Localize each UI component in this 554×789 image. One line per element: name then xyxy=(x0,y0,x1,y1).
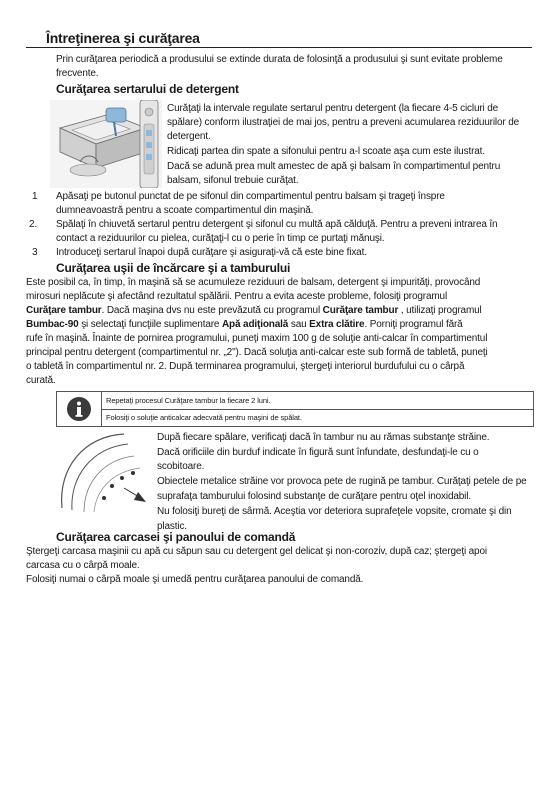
drum-text-2: Dacă orificiile din burduf indicate în figură sunt înfundate, desfundaţi-le cu o xyxy=(157,447,479,458)
casing-text-1: Ştergeţi carcasa maşinii cu apă cu săpun sau cu detergent gel delicat şi non-coroziv, după caz; ştergeţi apoi xyxy=(26,546,487,557)
detergent-text-6: balsam, sifonul trebuie curăţat. xyxy=(167,175,299,186)
door-gasket-illustration xyxy=(54,428,150,514)
door-text-2: mirosuri neplăcute şi afectând rezultatul spălării. Pentru a evita aceste probleme, folosiţi programul xyxy=(26,291,448,302)
detergent-text-2: spălare) conform ilustraţiei de mai jos, pentru a preveni acumularea reziduurilor de xyxy=(167,117,520,128)
info-note-2: Folosiţi o soluţie anticalcar adecvată pentru maşini de spălat. xyxy=(106,413,302,422)
title-underline xyxy=(26,47,532,48)
intro-line-1: Prin curăţarea periodică a produsului se extinde durata de folosinţă a produsului şi sunt evitate probleme xyxy=(56,54,503,65)
info-note-1: Repetaţi procesul Curăţare tambur la fiecare 2 luni. xyxy=(106,396,271,405)
info-icon xyxy=(66,396,92,422)
drum-text-5: suprafaţa tamburului folosind substanţe de curăţare pentru oţel inoxidabil. xyxy=(157,491,471,502)
step-number-1: 1 xyxy=(32,191,38,202)
detergent-heading: Curăţarea sertarului de detergent xyxy=(56,82,239,96)
door-text-1: Este posibil ca, în timp, în maşină să se acumuleze reziduuri de balsam, detergent şi impurităţi, provocând xyxy=(26,277,481,288)
step-2-line-2: contact a reziduurilor cu pielea, curăţaţi-l cu o perie în timp ce purtaţi mănuşi. xyxy=(56,233,385,244)
door-text-8: curată. xyxy=(26,375,56,386)
drum-text-1: După fiecare spălare, verificaţi dacă în tambur nu au rămas substanţe străine. xyxy=(157,432,490,443)
info-note-box xyxy=(56,391,534,427)
drum-text-4: Obiectele metalice străine vor provoca pete de rugină pe tambur. Curăţaţi petele de pe xyxy=(157,476,527,487)
detergent-text-4: Ridicaţi partea din spate a sifonului pentru a-l scoate aşa cum este ilustrat. xyxy=(167,146,485,157)
section-title: Întreţinerea şi curăţarea xyxy=(46,30,200,46)
door-text-7: o tabletă în compartimentul nr. 2. După terminarea programului, ştergeţi interiorul burdufului cu o cârpă xyxy=(26,361,465,372)
step-1-line-1: Apăsaţi pe butonul punctat de pe sifonul din compartimentul pentru balsam şi trageţi înspre xyxy=(56,191,445,202)
door-text-6: principal pentru detergent (compartimentul nr. „2"). Dacă soluţia anti-calcar este sub formă de tabletă, puneţi xyxy=(26,347,488,358)
door-heading: Curăţarea uşii de încărcare şi a tamburului xyxy=(56,261,291,275)
door-text-5: rufe în maşină. Înainte de pornirea programului, puneţi maxim 100 g de soluţie anti-calcar în compartimentul xyxy=(26,333,488,344)
step-number-3: 3 xyxy=(32,247,38,258)
casing-heading: Curăţarea carcasei şi panoului de comandă xyxy=(56,530,296,544)
drum-text-7: plastic. xyxy=(157,521,187,532)
detergent-text-5: Dacă se adună prea mult amestec de apă şi balsam în compartimentul pentru xyxy=(167,161,501,172)
step-2-line-1: Spălaţi în chiuvetă sertarul pentru detergent şi sifonul cu multă apă călduţă. Pentru a preveni intrarea în xyxy=(56,219,498,230)
intro-line-2: frecvente. xyxy=(56,68,99,79)
step-1-line-2: dumneavoastră pentru a scoate compartimentul din maşină. xyxy=(56,205,314,216)
step-number-2: 2. xyxy=(29,219,38,230)
detergent-text-3: detergent. xyxy=(167,131,211,142)
door-text-3: Curăţare tambur. Dacă maşina dvs nu este prevăzută cu programul Curăţare tambur , utilizaţi programul xyxy=(26,305,482,316)
drum-text-3: scobitoare. xyxy=(157,461,205,472)
step-3-line-1: Introduceţi sertarul înapoi după curăţare şi asiguraţi-vă că este bine fixat. xyxy=(56,247,367,258)
drum-text-6: Nu folosiţi bureţi de sârmă. Aceştia vor deteriora suprafeţele vopsite, cromate şi din xyxy=(157,506,512,517)
casing-text-2: carcasa cu o cârpă moale. xyxy=(26,560,140,571)
door-text-4: Bumbac-90 şi selectaţi funcţiile suplimentare Apă adiţională sau Extra clătire. Porniţi programul fără xyxy=(26,319,463,330)
drawer-front-illustration xyxy=(138,100,160,188)
casing-text-3: Folosiţi numai o cârpă moale şi umedă pentru curăţarea panoului de comandă. xyxy=(26,574,364,585)
detergent-text-1: Curăţaţi la intervale regulate sertarul pentru detergent (la fiecare 4-5 cicluri de xyxy=(167,103,499,114)
